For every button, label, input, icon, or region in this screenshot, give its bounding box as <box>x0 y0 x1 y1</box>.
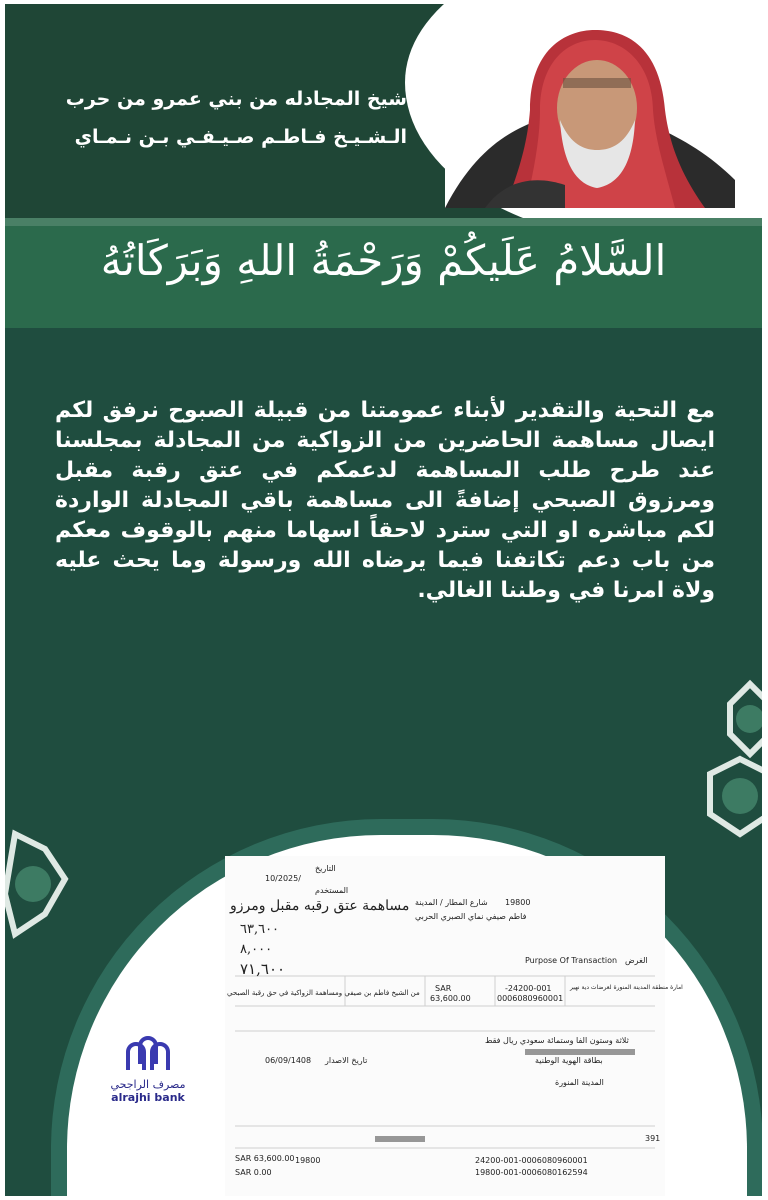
receipt-expiry-date: 06/09/1408 <box>265 1056 312 1065</box>
header-name: الـشـيـخ فـاطـم صـيـفـي بـن نـمـاي <box>74 126 407 148</box>
receipt-customer-name: فاطم صيفي نماي الصبري الحربي <box>415 912 527 921</box>
receipt-handwritten-purpose: مساهمة عتق رقبه مقبل ومرزو <box>230 898 410 914</box>
receipt-expiry-label: تاريخ الاصدار <box>325 1056 368 1065</box>
alrajhi-logo-icon <box>118 1034 178 1074</box>
receipt-branch-label: شارع المطار / المدينة <box>415 898 488 907</box>
receipt-city: المدينة المنورة <box>555 1078 604 1087</box>
receipt-ref2: 19800-001-0006080162594 <box>475 1168 588 1177</box>
receipt-seq: 391 <box>645 1134 661 1143</box>
receipt-code: 19800 <box>295 1156 321 1165</box>
receipt-date: /10/2025 <box>265 874 301 883</box>
receipt-account-no: 24200-001- <box>505 984 552 993</box>
bank-logo <box>103 1034 193 1104</box>
receipt-purpose-ar: الغرض <box>625 956 648 965</box>
receipt-handwritten-amount3: ٧١,٦٠٠ <box>240 960 286 978</box>
receipt-handwritten-amount2: ٨,٠٠٠ <box>240 942 273 957</box>
receipt-recipient: امارة منطقة المدينة المنورة لعرضات دية نهير <box>570 984 683 991</box>
greeting-text: السَّلامُ عَلَيكُمْ وَرَحْمَةُ اللهِ وَبَرَكَاتُهُ <box>100 236 667 285</box>
page-frame <box>5 4 762 1196</box>
header <box>5 4 762 218</box>
body-text: مع التحية والتقدير لأبناء عمومتنا من قبيلة الصبوح نرفق لكم ايصال مساهمة الحاضرين من الزواكية من المجادلة بمجلسنا عند طرح طلب المساهمة لدعمكم في عتق رقبة مقبل ومرزوق الصبحي إضافةً الى مساهمة باقي المجادلة الواردة لكم مباشره او التي سترد لاحقاً اسهاما منهم بالوقوف معكم من باب دعم تكاتفنا فيما يرضاه الله ورسولة وما يحث عليه ولاة امرنا في وطننا الغالي. <box>55 398 715 603</box>
receipt-desc: من الشيخ فاطم بن صيفي ومساهمة الزواكية في حق رقبة الصبحي <box>227 989 420 997</box>
band-edge <box>5 218 762 226</box>
receipt-total: SAR 63,600.00 <box>235 1154 295 1163</box>
receipt-user-label: المستخدم <box>315 886 349 895</box>
bank-name-en: alrajhi bank <box>111 1091 185 1104</box>
ornament-right-icon <box>660 664 762 864</box>
receipt-ref1: 24200-001-0006080960001 <box>475 1156 588 1165</box>
header-title: شيخ المجادله من بني عمرو من حرب <box>65 88 407 110</box>
receipt-image <box>225 856 683 1196</box>
sheikh-portrait <box>445 10 735 208</box>
receipt-handwritten-amount1: ٦٣,٦٠٠ <box>240 922 280 937</box>
receipt-date-label: التاريخ <box>315 864 336 873</box>
bank-name-ar: مصرف الراجحي <box>110 1078 186 1091</box>
receipt-id-card: بطاقة الهوية الوطنية <box>535 1056 603 1065</box>
receipt-account-no2: 0006080960001 <box>497 994 564 1003</box>
receipt-currency: SAR <box>435 984 452 993</box>
receipt-purpose-label: Purpose Of Transaction <box>525 956 618 965</box>
receipt-branch-code: 19800 <box>505 898 531 907</box>
receipt-zero: SAR 0.00 <box>235 1168 272 1177</box>
receipt-amount-words: ثلاثة وستون الفا وستمائة سعودي ريال فقط <box>485 1036 629 1045</box>
ornament-left-icon <box>5 824 85 984</box>
receipt-amount: 63,600.00 <box>430 994 471 1003</box>
